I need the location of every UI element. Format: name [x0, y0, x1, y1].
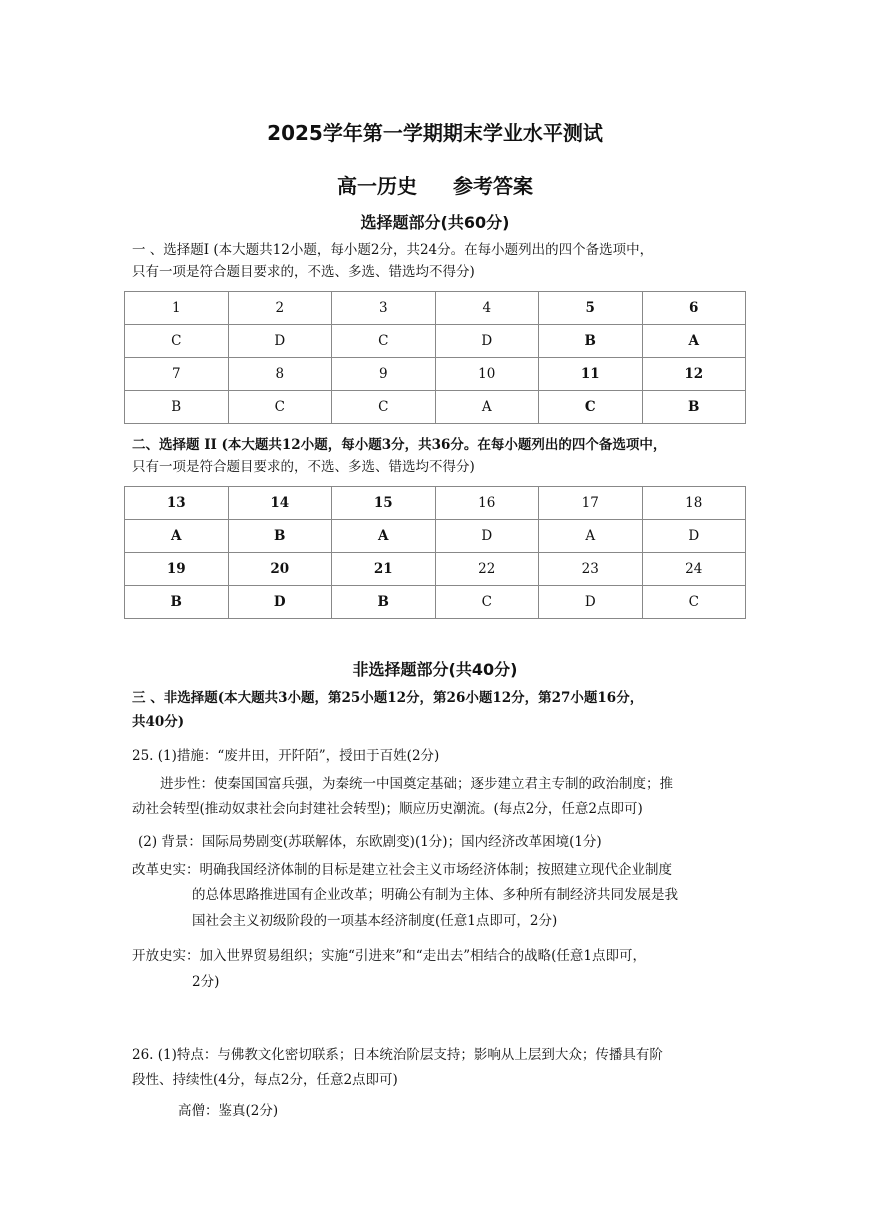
table-cell: 14 [228, 487, 332, 520]
section1-instructions-line2: 只有一项是符合题目要求的，不选、多选、错选均不得分) [132, 264, 475, 280]
section1-answer-table [124, 291, 746, 424]
table-cell: 9 [332, 358, 436, 391]
part2-intro-line1: 三 、非选择题(本大题共3小题，第25小题12分，第26小题12分，第27小题16分， [132, 690, 644, 706]
section2-instructions-line2: 只有一项是符合题目要求的，不选、多选、错选均不得分) [132, 459, 475, 475]
table-cell: C [435, 586, 539, 619]
table-cell: 11 [539, 358, 643, 391]
table-cell: A [642, 325, 746, 358]
table-cell: 18 [642, 487, 746, 520]
table-cell: 12 [642, 358, 746, 391]
section2-instructions-line1: 二、选择题 II (本大题共12小题，每小题3分，共36分。在每小题列出的四个备选项中， [132, 437, 667, 453]
subject-label: 高一历史 [337, 174, 417, 198]
table-cell: A [435, 391, 539, 424]
table-row [125, 325, 746, 358]
table-cell: 17 [539, 487, 643, 520]
table-row [125, 358, 746, 391]
q25-line5: 改革史实：明确我国经济体制的目标是建立社会主义市场经济体制；按照建立现代企业制度 [132, 862, 672, 878]
table-cell: A [539, 520, 643, 553]
table-cell: C [332, 391, 436, 424]
table-cell: 23 [539, 553, 643, 586]
q25-line4: (2) 背景：国际局势剧变(苏联解体，东欧剧变)(1分)；国内经济改革困境(1分) [138, 834, 602, 850]
table-cell: 22 [435, 553, 539, 586]
table-cell: B [125, 391, 229, 424]
table-cell: 6 [642, 292, 746, 325]
table-cell: 13 [125, 487, 229, 520]
q26-line1: 26. (1)特点：与佛教文化密切联系；日本统治阶层支持；影响从上层到大众；传播具有阶 [132, 1047, 663, 1063]
part2-intro-line2: 共40分) [132, 714, 185, 730]
part1-heading: 选择题部分(共60分) [360, 213, 510, 232]
table-cell: A [332, 520, 436, 553]
table-row [125, 553, 746, 586]
table-cell: 1 [125, 292, 229, 325]
q25-line3: 动社会转型(推动奴隶社会向封建社会转型)；顺应历史潮流。(每点2分，任意2点即可) [132, 801, 643, 817]
table-cell: 16 [435, 487, 539, 520]
table-row [125, 292, 746, 325]
table-cell: D [228, 586, 332, 619]
table-cell: 7 [125, 358, 229, 391]
table-row [125, 586, 746, 619]
table-cell: D [435, 325, 539, 358]
section2-answer-table [124, 486, 746, 619]
table-cell: C [539, 391, 643, 424]
table-cell: D [435, 520, 539, 553]
section1-instructions-line1: 一 、选择题I (本大题共12小题，每小题2分，共24分。在每小题列出的四个备选项中， [132, 242, 654, 258]
table-cell: B [642, 391, 746, 424]
table-cell: 21 [332, 553, 436, 586]
table-cell: 15 [332, 487, 436, 520]
table-cell: B [332, 586, 436, 619]
table-cell: 3 [332, 292, 436, 325]
table-cell: 4 [435, 292, 539, 325]
table-cell: B [125, 586, 229, 619]
part2-heading: 非选择题部分(共40分) [352, 660, 518, 679]
table-cell: D [539, 586, 643, 619]
q25-line6: 的总体思路推进国有企业改革；明确公有制为主体、多种所有制经济共同发展是我 [192, 887, 678, 903]
table-cell: C [228, 391, 332, 424]
table-cell: B [539, 325, 643, 358]
table-cell: 20 [228, 553, 332, 586]
table-cell: C [642, 586, 746, 619]
table-cell: 24 [642, 553, 746, 586]
q25-line8: 开放史实：加入世界贸易组织；实施“引进来”和“走出去”相结合的战略(任意1点即可， [132, 948, 646, 964]
answer-key-label: 参考答案 [453, 174, 533, 198]
table-cell: 5 [539, 292, 643, 325]
table-row [125, 391, 746, 424]
table-cell: 2 [228, 292, 332, 325]
table-row [125, 487, 746, 520]
table-cell: C [332, 325, 436, 358]
table-cell: D [642, 520, 746, 553]
table-cell: D [228, 325, 332, 358]
table-cell: 10 [435, 358, 539, 391]
table-cell: 19 [125, 553, 229, 586]
q26-line2: 段性、持续性(4分，每点2分，任意2点即可) [132, 1072, 398, 1088]
table-cell: C [125, 325, 229, 358]
table-row [125, 520, 746, 553]
table-cell: 8 [228, 358, 332, 391]
document-subtitle [0, 170, 870, 199]
q25-line9: 2分) [192, 974, 220, 990]
q25-line7: 国社会主义初级阶段的一项基本经济制度(任意1点即可，2分) [192, 913, 558, 929]
document-title: 2025学年第一学期期末学业水平测试 [267, 121, 603, 145]
table-cell: A [125, 520, 229, 553]
q26-line3: 高僧：鉴真(2分) [178, 1103, 279, 1119]
q25-line2: 进步性：使秦国国富兵强，为秦统一中国奠定基础；逐步建立君主专制的政治制度；推 [160, 776, 673, 792]
q25-line1: 25. (1)措施：“废井田，开阡陌”，授田于百姓(2分) [132, 748, 440, 764]
table-cell: B [228, 520, 332, 553]
